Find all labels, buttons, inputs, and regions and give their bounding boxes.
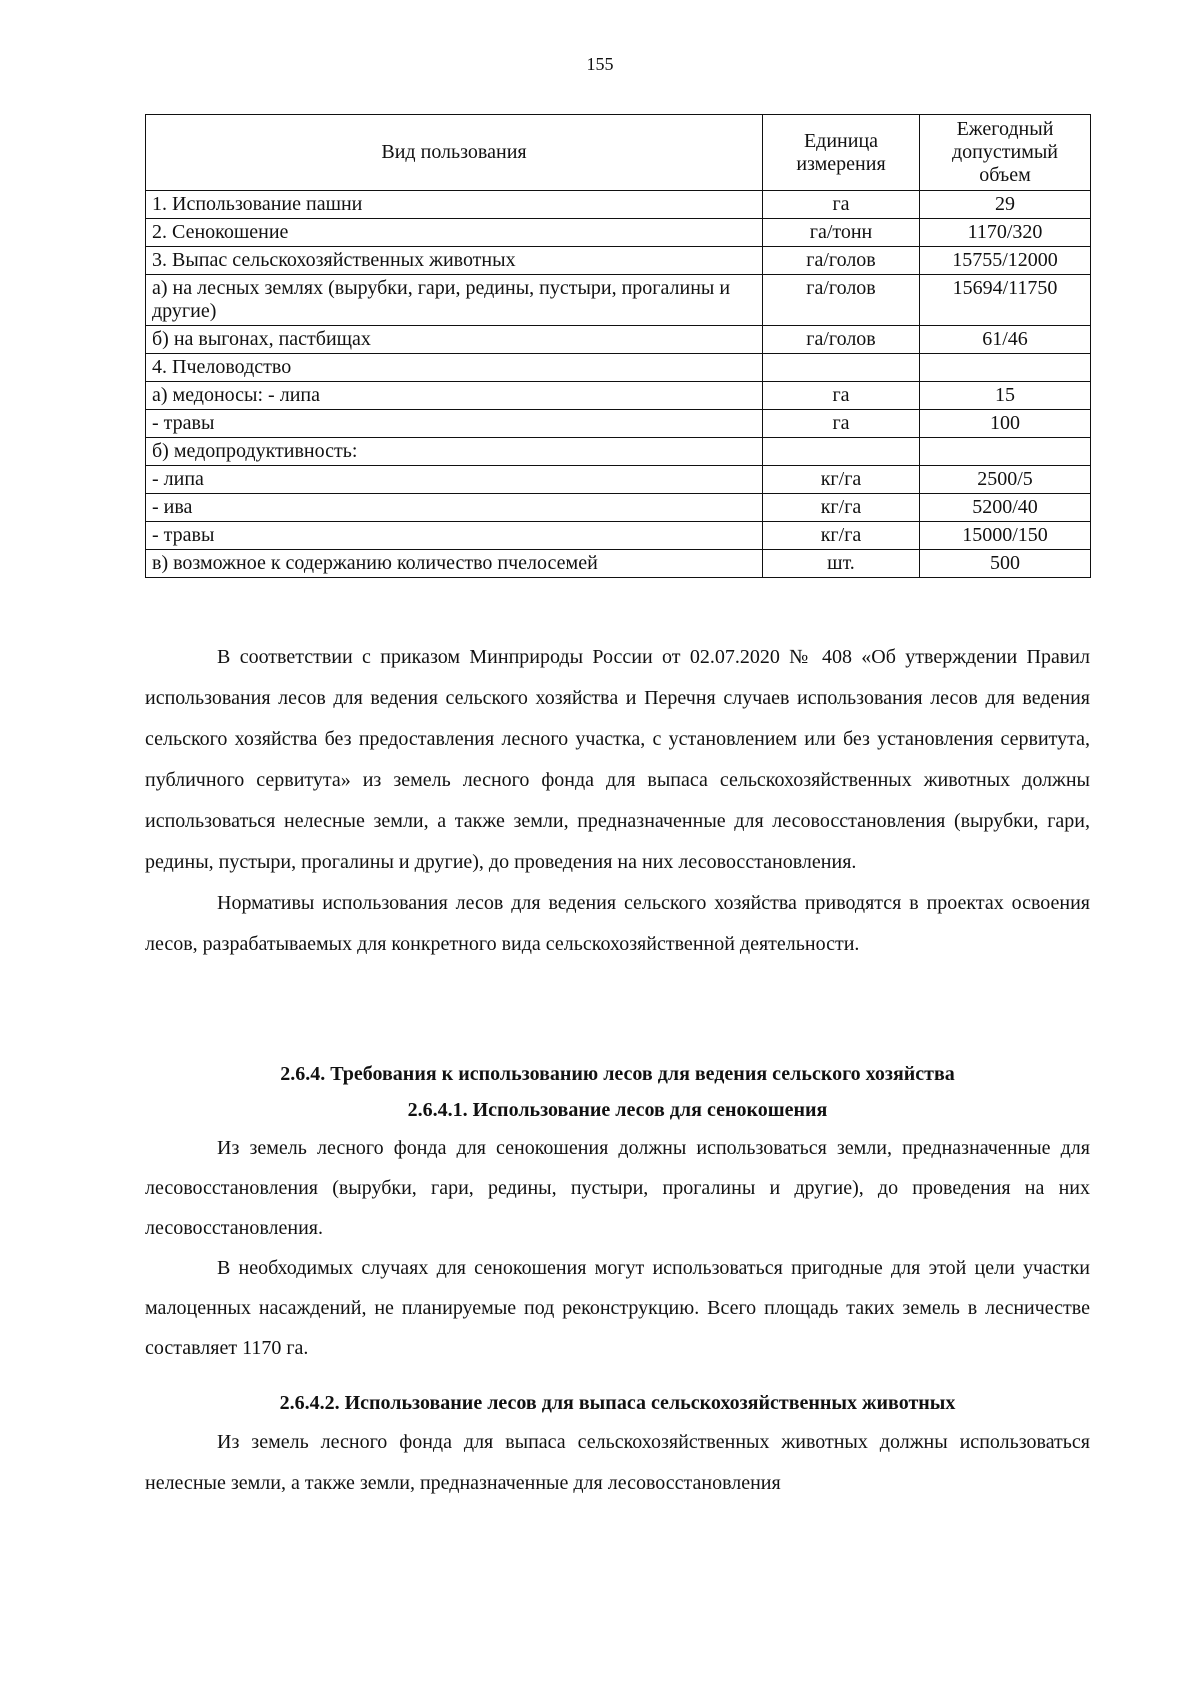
cell-type: 1. Использование пашни: [146, 191, 763, 219]
cell-type: б) на выгонах, пастбищах: [146, 326, 763, 354]
cell-type: 2. Сенокошение: [146, 219, 763, 247]
cell-unit: га/тонн: [763, 219, 920, 247]
body-block-2: [145, 1056, 1090, 1368]
table-row: [146, 247, 1091, 275]
cell-type: - липа: [146, 466, 763, 494]
table-row: [146, 191, 1091, 219]
table-row: [146, 410, 1091, 438]
paragraph: Нормативы использования лесов для ведения сельского хозяйства приводятся в проектах освоения лесов, разрабатываемых для конкретного вида сельскохозяйственной деятельности.: [145, 892, 1090, 955]
cell-volume: 61/46: [920, 326, 1091, 354]
cell-volume: 1170/320: [920, 219, 1091, 247]
table-row: [146, 219, 1091, 247]
body-block-1: [145, 637, 1090, 965]
cell-type: 3. Выпас сельскохозяйственных животных: [146, 247, 763, 275]
usage-table: [145, 114, 1091, 578]
cell-volume: 29: [920, 191, 1091, 219]
table-row: [146, 275, 1091, 326]
section-heading: 2.6.4. Требования к использованию лесов для ведения сельского хозяйства: [280, 1063, 955, 1085]
cell-volume: 15000/150: [920, 522, 1091, 550]
paragraph: Из земель лесного фонда для выпаса сельскохозяйственных животных должны использоваться нелесные земли, а также земли, предназначенные для лесовосстановления: [145, 1431, 1090, 1494]
cell-type: - травы: [146, 410, 763, 438]
cell-type: - травы: [146, 522, 763, 550]
paragraph: В необходимых случаях для сенокошения могут использоваться пригодные для этой цели участки малоценных насаждений, не планируемые под реконструкцию. Всего площадь таких земель в лесничестве составляет 1170 га.: [145, 1257, 1090, 1359]
cell-type: в) возможное к содержанию количество пчелосемей: [146, 550, 763, 578]
subsection-heading: 2.6.4.2. Использование лесов для выпаса сельскохозяйственных животных: [279, 1392, 956, 1414]
cell-unit: [763, 438, 920, 466]
subsection-heading: 2.6.4.1. Использование лесов для сенокошения: [407, 1099, 828, 1121]
cell-unit: кг/га: [763, 522, 920, 550]
cell-unit: га/голов: [763, 326, 920, 354]
cell-volume: 15755/12000: [920, 247, 1091, 275]
table-row: [146, 522, 1091, 550]
cell-unit: га/голов: [763, 275, 920, 326]
cell-unit: кг/га: [763, 494, 920, 522]
table-row: [146, 438, 1091, 466]
cell-unit: га: [763, 382, 920, 410]
cell-type: а) на лесных землях (вырубки, гари, редины, пустыри, прогалины и другие): [146, 275, 763, 326]
cell-type: - ива: [146, 494, 763, 522]
cell-volume: 15: [920, 382, 1091, 410]
body-block-3: [145, 1390, 1090, 1504]
cell-type: 4. Пчеловодство: [146, 354, 763, 382]
cell-unit: шт.: [763, 550, 920, 578]
cell-unit: га/голов: [763, 247, 920, 275]
cell-unit: кг/га: [763, 466, 920, 494]
cell-volume: [920, 354, 1091, 382]
paragraph: В соответствии с приказом Минприроды России от 02.07.2020 № 408 «Об утверждении Правил использования лесов для ведения сельского хозяйства и Перечня случаев использования лесов для ведения сельского хозяйства без предоставления лесного участка, с установлением или без установления сервитута, публичного сервитута» из земель лесного фонда для выпаса сельскохозяйственных животных должны использоваться нелесные земли, а также земли, предназначенные для лесовосстановления (вырубки, гари, редины, пустыри, прогалины и другие), до проведения на них лесовосстановления.: [145, 646, 1090, 873]
table-row: [146, 382, 1091, 410]
cell-type: а) медоносы: - липа: [146, 382, 763, 410]
cell-volume: [920, 438, 1091, 466]
cell-unit: га: [763, 410, 920, 438]
paragraph: Из земель лесного фонда для сенокошения должны использоваться земли, предназначенные для лесовосстановления (вырубки, гари, редины, пустыри, прогалины и другие), до проведения на них лесовосстановления.: [145, 1137, 1090, 1239]
table-row: [146, 494, 1091, 522]
table-row: [146, 326, 1091, 354]
table-row: [146, 354, 1091, 382]
header-unit: Единица измерения: [763, 115, 920, 191]
table-row: [146, 550, 1091, 578]
page-number: 155: [586, 54, 614, 74]
cell-unit: [763, 354, 920, 382]
cell-type: б) медопродуктивность:: [146, 438, 763, 466]
cell-volume: 2500/5: [920, 466, 1091, 494]
cell-volume: 15694/11750: [920, 275, 1091, 326]
header-type: Вид пользования: [146, 115, 763, 191]
table-row: [146, 466, 1091, 494]
cell-volume: 5200/40: [920, 494, 1091, 522]
header-volume: Ежегодный допустимый объем: [920, 115, 1091, 191]
cell-volume: 100: [920, 410, 1091, 438]
cell-unit: га: [763, 191, 920, 219]
cell-volume: 500: [920, 550, 1091, 578]
table-header-row: [146, 115, 1091, 191]
